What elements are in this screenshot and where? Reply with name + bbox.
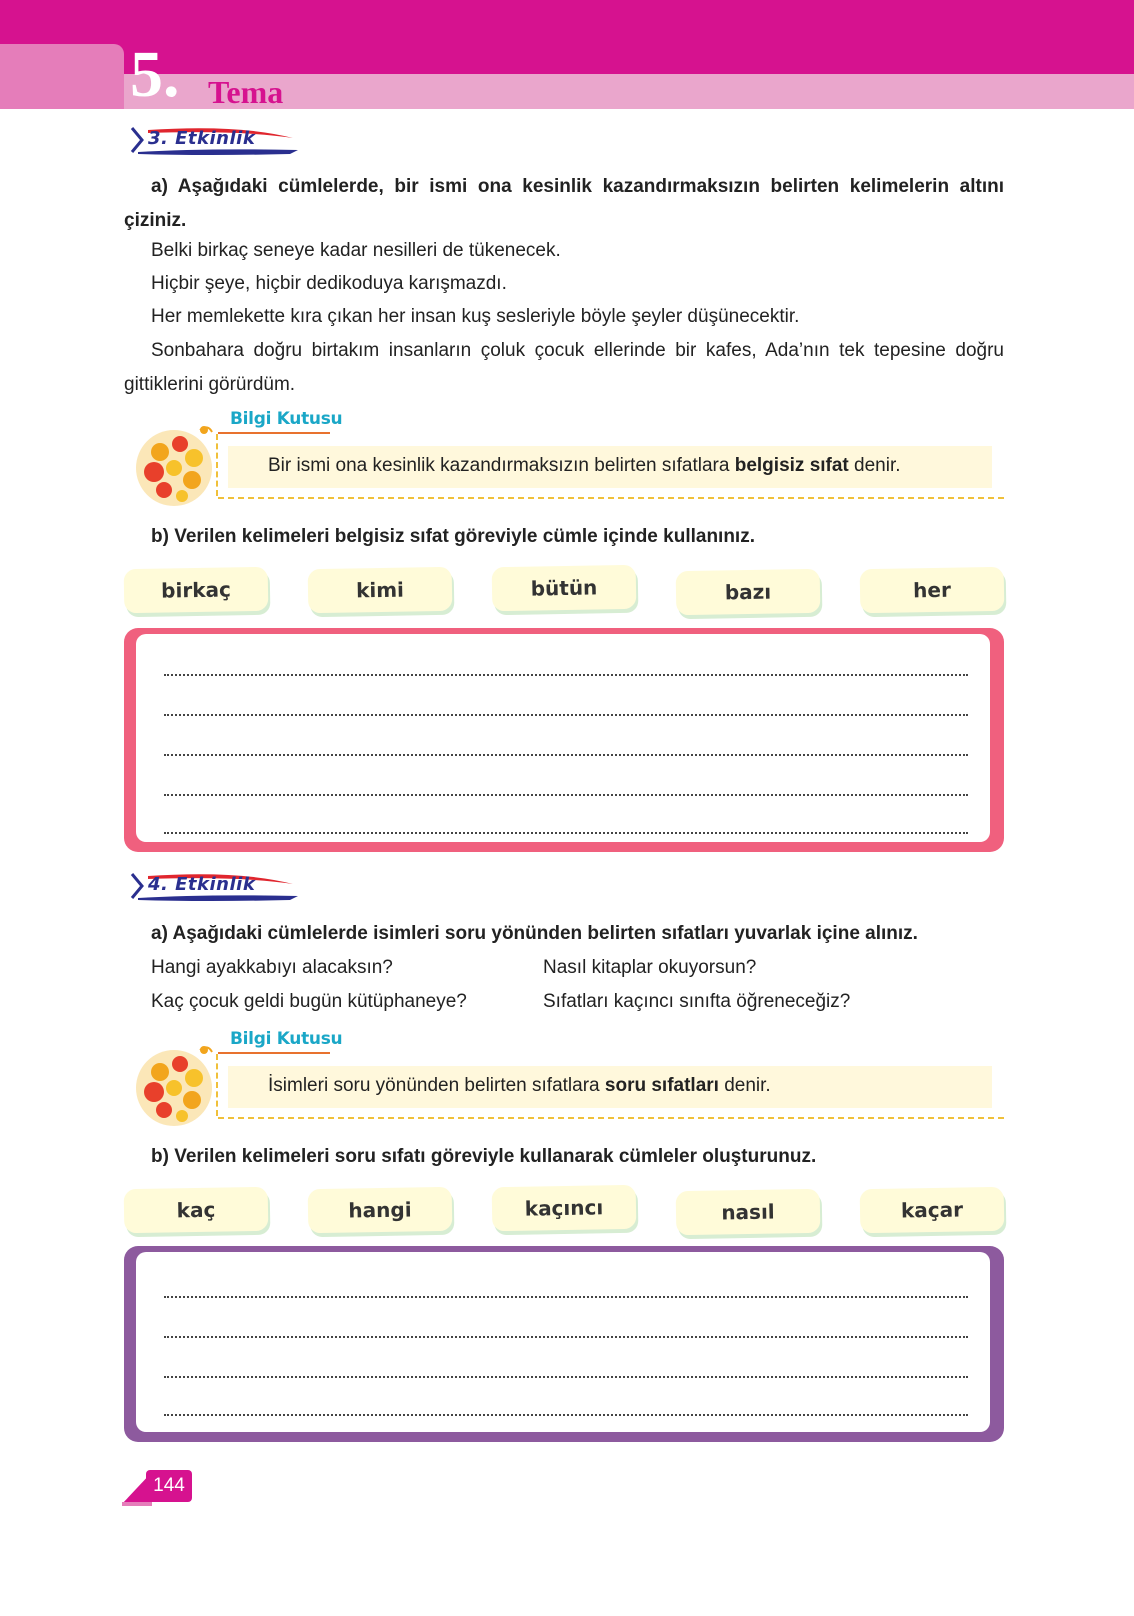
answer-line[interactable] — [164, 1296, 968, 1298]
answer-line[interactable] — [164, 714, 968, 716]
info-box-title: Bilgi Kutusu — [230, 409, 343, 429]
info-box-1: Bir ismi ona kesinlik kazandırmaksızın belirten sıfatlara belgisiz sıfat denir. — [228, 446, 992, 488]
word-chip: kaçıncı — [492, 1185, 637, 1232]
answer-line[interactable] — [164, 794, 968, 796]
word-chip: hangi — [308, 1187, 453, 1234]
word-chip: kimi — [308, 567, 453, 614]
word-chip: kaçar — [860, 1187, 1005, 1234]
chapter-number: 5. — [130, 38, 180, 111]
writing-area-1[interactable] — [136, 634, 990, 842]
sentence: Hiçbir şeye, hiçbir dedikoduya karışmazdı. — [151, 273, 507, 294]
activity-4-label: 4. Etkinlik — [128, 870, 318, 904]
sentence: Nasıl kitaplar okuyorsun? — [543, 957, 757, 978]
word-chip: bazı — [676, 569, 821, 616]
info-ball-icon — [130, 410, 220, 510]
answer-line[interactable] — [164, 674, 968, 676]
activity-3b-instruction: b) Verilen kelimeleri belgisiz sıfat göreviyle cümle içinde kullanınız. — [151, 526, 755, 547]
answer-line[interactable] — [164, 832, 968, 834]
word-chip: her — [860, 567, 1005, 614]
info-dashed-border — [218, 1117, 1004, 1119]
answer-line[interactable] — [164, 1376, 968, 1378]
word-chip: bütün — [492, 565, 637, 612]
activity-4b-instruction: b) Verilen kelimeleri soru sıfatı göreviyle kullanarak cümleler oluşturunuz. — [151, 1146, 817, 1167]
word-chip: birkaç — [124, 567, 269, 614]
activity-4a-instruction: a) Aşağıdaki cümlelerde isimleri soru yönünden belirten sıfatları yuvarlak içine alınız. — [151, 923, 918, 944]
word-chip: kaç — [124, 1187, 269, 1234]
info-dashed-border — [216, 1054, 218, 1116]
info-title-underline — [218, 432, 330, 434]
page-number: 144 — [146, 1470, 192, 1502]
writing-box-2 — [124, 1246, 1004, 1442]
info-ball-icon — [130, 1030, 220, 1130]
activity-3-label: 3. Etkinlik — [128, 124, 318, 158]
sentence: Sonbahara doğru birtakım insanların çoluk çocuk ellerinde bir kafes, Ada’nın tek tepesine doğru gittiklerini görürdüm. — [124, 340, 1004, 395]
answer-line[interactable] — [164, 1336, 968, 1338]
info-dashed-border — [218, 497, 1004, 499]
info-title-underline — [218, 1052, 330, 1054]
info-dashed-border — [216, 434, 218, 496]
word-chip: nasıl — [676, 1189, 821, 1236]
sentence: Sıfatları kaçıncı sınıfta öğreneceğiz? — [543, 991, 851, 1012]
chapter-title: Tema — [208, 74, 284, 110]
header-tab — [0, 44, 124, 109]
answer-line[interactable] — [164, 754, 968, 756]
sentence: Hangi ayakkabıyı alacaksın? — [151, 957, 393, 978]
sentence: Kaç çocuk geldi bugün kütüphaneye? — [151, 991, 467, 1012]
sentence: Her memlekette kıra çıkan her insan kuş sesleriyle böyle şeyler düşünecektir. — [151, 306, 800, 327]
sentence: Belki birkaç seneye kadar nesilleri de tükenecek. — [151, 240, 561, 261]
writing-area-2[interactable] — [136, 1252, 990, 1432]
writing-box-1 — [124, 628, 1004, 852]
info-box-title: Bilgi Kutusu — [230, 1029, 343, 1049]
info-box-2: İsimleri soru yönünden belirten sıfatlara soru sıfatları denir. — [228, 1066, 992, 1108]
answer-line[interactable] — [164, 1414, 968, 1416]
activity-3a-instruction: a) Aşağıdaki cümlelerde, bir ismi ona kesinlik kazandırmaksızın belirten kelimelerin altını çiziniz. — [124, 176, 1004, 231]
